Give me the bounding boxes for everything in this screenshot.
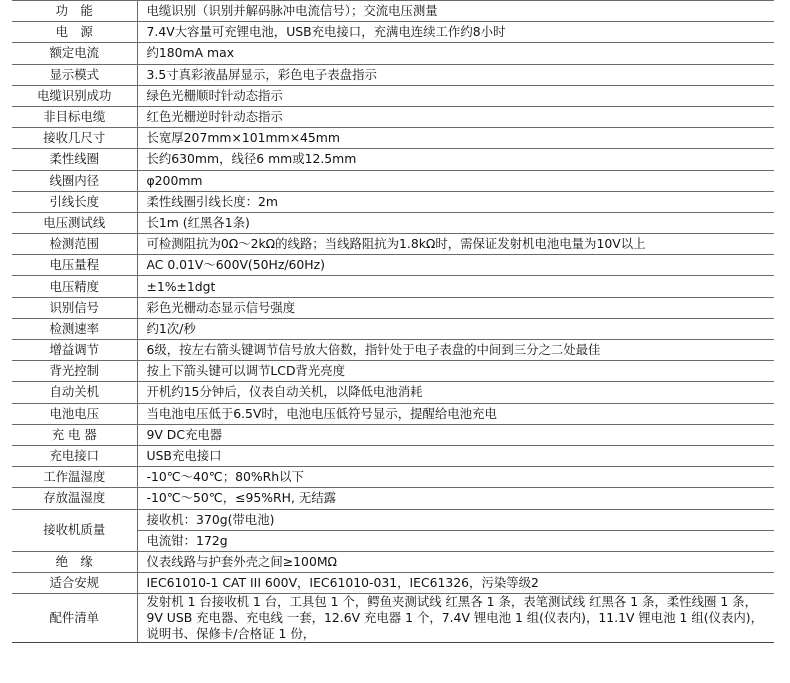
spec-value: USB充电接口 [137, 445, 774, 466]
spec-value: IEC61010-1 CAT III 600V，IEC61010-031，IEC61326，污染等级2 [137, 573, 774, 594]
spec-row [12, 43, 774, 64]
spec-label: 额定电流 [12, 43, 137, 64]
spec-row [12, 212, 774, 233]
spec-label: 电压量程 [12, 255, 137, 276]
spec-row [12, 467, 774, 488]
spec-label: 自动关机 [12, 382, 137, 403]
spec-value: -10℃～40℃；80%Rh以下 [137, 467, 774, 488]
spec-label: 适合安规 [12, 573, 137, 594]
spec-row [12, 382, 774, 403]
spec-value: 可检测阻抗为0Ω～2kΩ的线路；当线路阻抗为1.8kΩ时，需保证发射机电池电量为10V以上 [137, 234, 774, 255]
spec-value: 绿色光栅顺时针动态指示 [137, 85, 774, 106]
spec-row [12, 1, 774, 22]
spec-label: 充 电 器 [12, 424, 137, 445]
spec-value-accessories [137, 594, 774, 643]
spec-row [12, 22, 774, 43]
spec-label: 电压测试线 [12, 212, 137, 233]
spec-value: -10℃～50℃，≤95%RH, 无结露 [137, 488, 774, 509]
spec-label: 线圈内径 [12, 170, 137, 191]
spec-row [12, 85, 774, 106]
spec-value: 3.5寸真彩液晶屏显示，彩色电子表盘指示 [137, 64, 774, 85]
spec-label: 存放温湿度 [12, 488, 137, 509]
spec-row-accessories [12, 594, 774, 643]
spec-value: 仪表线路与护套外壳之间≥100MΩ [137, 551, 774, 572]
accessories-line: 说明书、保修卡/合格证 1 份， [146, 626, 316, 642]
spec-row [12, 488, 774, 509]
spec-table [12, 0, 774, 643]
spec-label-accessories: 配件清单 [12, 594, 137, 643]
spec-row [12, 424, 774, 445]
accessories-line: 9V USB 充电器、充电线 一套，12.6V 充电器 1 个，7.4V 锂电池 1 组(仪表内)，11.1V 锂电池 1 组(仪表内)， [146, 610, 763, 626]
spec-row [12, 255, 774, 276]
spec-value: 电缆识别（识别并解码脉冲电流信号）；交流电压测量 [137, 1, 774, 22]
spec-label: 柔性线圈 [12, 149, 137, 170]
spec-label: 接收几尺寸 [12, 128, 137, 149]
spec-value: 约180mA max [137, 43, 774, 64]
spec-row [12, 128, 774, 149]
spec-row [12, 573, 774, 594]
spec-row [12, 64, 774, 85]
spec-value: 长宽厚207mm×101mm×45mm [137, 128, 774, 149]
spec-value: 按上下箭头键可以调节LCD背光亮度 [137, 361, 774, 382]
spec-label: 识别信号 [12, 297, 137, 318]
spec-row [12, 149, 774, 170]
spec-value: 9V DC充电器 [137, 424, 774, 445]
spec-value: ±1%±1dgt [137, 276, 774, 297]
spec-value: 柔性线圈引线长度：2m [137, 191, 774, 212]
spec-value: φ200mm [137, 170, 774, 191]
spec-table-body [12, 1, 774, 643]
spec-label: 引线长度 [12, 191, 137, 212]
spec-row [12, 551, 774, 572]
spec-value: AC 0.01V～600V(50Hz/60Hz) [137, 255, 774, 276]
spec-value: 当电池电压低于6.5V时，电池电压低符号显示，提醒给电池充电 [137, 403, 774, 424]
spec-row [12, 106, 774, 127]
spec-label: 电 源 [12, 22, 137, 43]
spec-value-receiver-weight: 接收机：370g(带电池) [137, 509, 774, 530]
spec-label-weight: 接收机质量 [12, 509, 137, 551]
spec-label: 显示模式 [12, 64, 137, 85]
spec-label: 检测范围 [12, 234, 137, 255]
spec-label: 功 能 [12, 1, 137, 22]
spec-label: 增益调节 [12, 340, 137, 361]
spec-value: 开机约15分钟后，仪表自动关机，以降低电池消耗 [137, 382, 774, 403]
spec-label: 电池电压 [12, 403, 137, 424]
spec-value: 彩色光栅动态显示信号强度 [137, 297, 774, 318]
spec-row [12, 340, 774, 361]
spec-label: 检测速率 [12, 318, 137, 339]
spec-value: 长约630mm，线径6 mm或12.5mm [137, 149, 774, 170]
spec-row [12, 403, 774, 424]
spec-row [12, 276, 774, 297]
accessories-line: 发射机 1 台接收机 1 台，工具包 1 个，鳄鱼夹测试线 红黑各 1 条，表笔测试线 红黑各 1 条，柔性线圈 1 条， [146, 594, 757, 610]
spec-label: 工作温湿度 [12, 467, 137, 488]
spec-label: 电压精度 [12, 276, 137, 297]
spec-row-weight [12, 509, 774, 530]
spec-value: 红色光栅逆时针动态指示 [137, 106, 774, 127]
spec-label: 电缆识别成功 [12, 85, 137, 106]
spec-value-clamp-weight: 电流钳：172g [137, 530, 774, 551]
spec-label: 背光控制 [12, 361, 137, 382]
spec-value: 长1m (红黑各1条) [137, 212, 774, 233]
spec-row [12, 297, 774, 318]
spec-value: 6级，按左右箭头键调节信号放大倍数，指针处于电子表盘的中间到三分之二处最佳 [137, 340, 774, 361]
spec-row [12, 318, 774, 339]
spec-row [12, 234, 774, 255]
spec-label: 充电接口 [12, 445, 137, 466]
spec-value: 约1次/秒 [137, 318, 774, 339]
spec-value: 7.4V大容量可充锂电池，USB充电接口，充满电连续工作约8小时 [137, 22, 774, 43]
spec-label: 非目标电缆 [12, 106, 137, 127]
spec-row [12, 445, 774, 466]
spec-row [12, 191, 774, 212]
spec-label: 绝 缘 [12, 551, 137, 572]
spec-row [12, 170, 774, 191]
spec-row [12, 361, 774, 382]
